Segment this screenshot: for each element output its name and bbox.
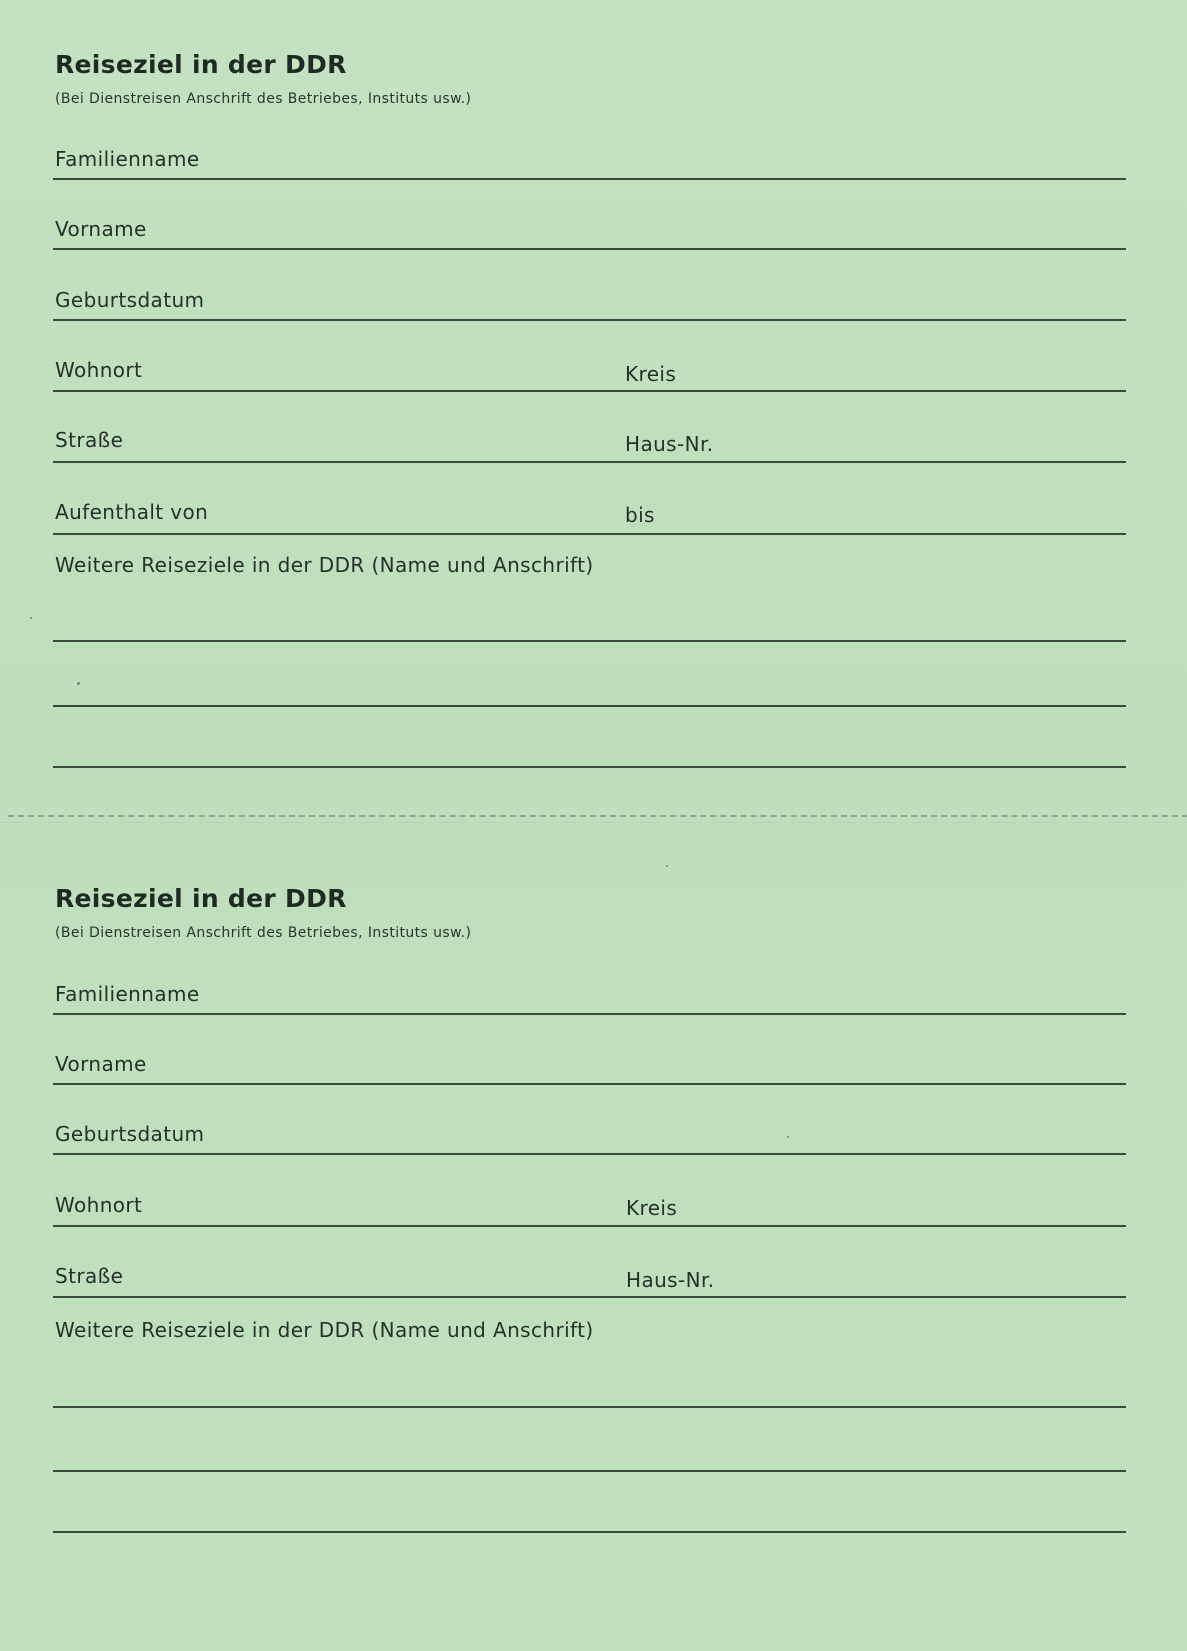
wohnort-kreis-line[interactable]: [53, 390, 1126, 392]
strasse-label: Straße: [55, 1264, 124, 1288]
weitere-reiseziele-line-2[interactable]: [53, 1470, 1126, 1472]
wohnort-label: Wohnort: [55, 1193, 143, 1217]
weitere-reiseziele-label: Weitere Reiseziele in der DDR (Name und Anschrift): [55, 553, 594, 577]
weitere-reiseziele-line-1[interactable]: [53, 640, 1126, 642]
form-title: Reiseziel in der DDR: [55, 884, 347, 913]
haus-nr-label: Haus-Nr.: [626, 1268, 715, 1292]
perforation-line: [8, 815, 1187, 817]
paper-speck: [666, 865, 668, 867]
haus-nr-label: Haus-Nr.: [625, 432, 714, 456]
paper-speck: [77, 682, 80, 685]
vorname-line[interactable]: [53, 248, 1126, 250]
geburtsdatum-line[interactable]: [53, 1153, 1126, 1155]
familienname-label: Familienname: [55, 982, 200, 1006]
geburtsdatum-label: Geburtsdatum: [55, 1122, 205, 1146]
aufenthalt-line[interactable]: [53, 533, 1126, 535]
familienname-label: Familienname: [55, 147, 200, 171]
familienname-line[interactable]: [53, 1013, 1126, 1015]
strasse-label: Straße: [55, 428, 124, 452]
geburtsdatum-label: Geburtsdatum: [55, 288, 205, 312]
form-title: Reiseziel in der DDR: [55, 50, 347, 79]
wohnort-label: Wohnort: [55, 358, 143, 382]
form-subtitle: (Bei Dienstreisen Anschrift des Betriebes, Instituts usw.): [55, 925, 472, 941]
wohnort-kreis-line[interactable]: [53, 1225, 1126, 1227]
weitere-reiseziele-label: Weitere Reiseziele in der DDR (Name und Anschrift): [55, 1318, 594, 1342]
weitere-reiseziele-line-3[interactable]: [53, 1531, 1126, 1533]
paper-speck: [30, 617, 32, 619]
familienname-line[interactable]: [53, 178, 1126, 180]
vorname-label: Vorname: [55, 217, 147, 241]
strasse-haus-nr-line[interactable]: [53, 1296, 1126, 1298]
form-section-2: [0, 834, 1187, 1651]
paper-speck: [787, 1136, 789, 1138]
aufenthalt-von-label: Aufenthalt von: [55, 500, 209, 524]
fold-line: [0, 822, 1187, 823]
form-subtitle: (Bei Dienstreisen Anschrift des Betriebes, Instituts usw.): [55, 91, 472, 107]
vorname-label: Vorname: [55, 1052, 147, 1076]
weitere-reiseziele-line-2[interactable]: [53, 705, 1126, 707]
bis-label: bis: [625, 503, 655, 527]
vorname-line[interactable]: [53, 1083, 1126, 1085]
kreis-label: Kreis: [626, 1196, 678, 1220]
geburtsdatum-line[interactable]: [53, 319, 1126, 321]
kreis-label: Kreis: [625, 362, 677, 386]
weitere-reiseziele-line-3[interactable]: [53, 766, 1126, 768]
strasse-haus-nr-line[interactable]: [53, 461, 1126, 463]
weitere-reiseziele-line-1[interactable]: [53, 1406, 1126, 1408]
form-section-1: [0, 0, 1187, 810]
